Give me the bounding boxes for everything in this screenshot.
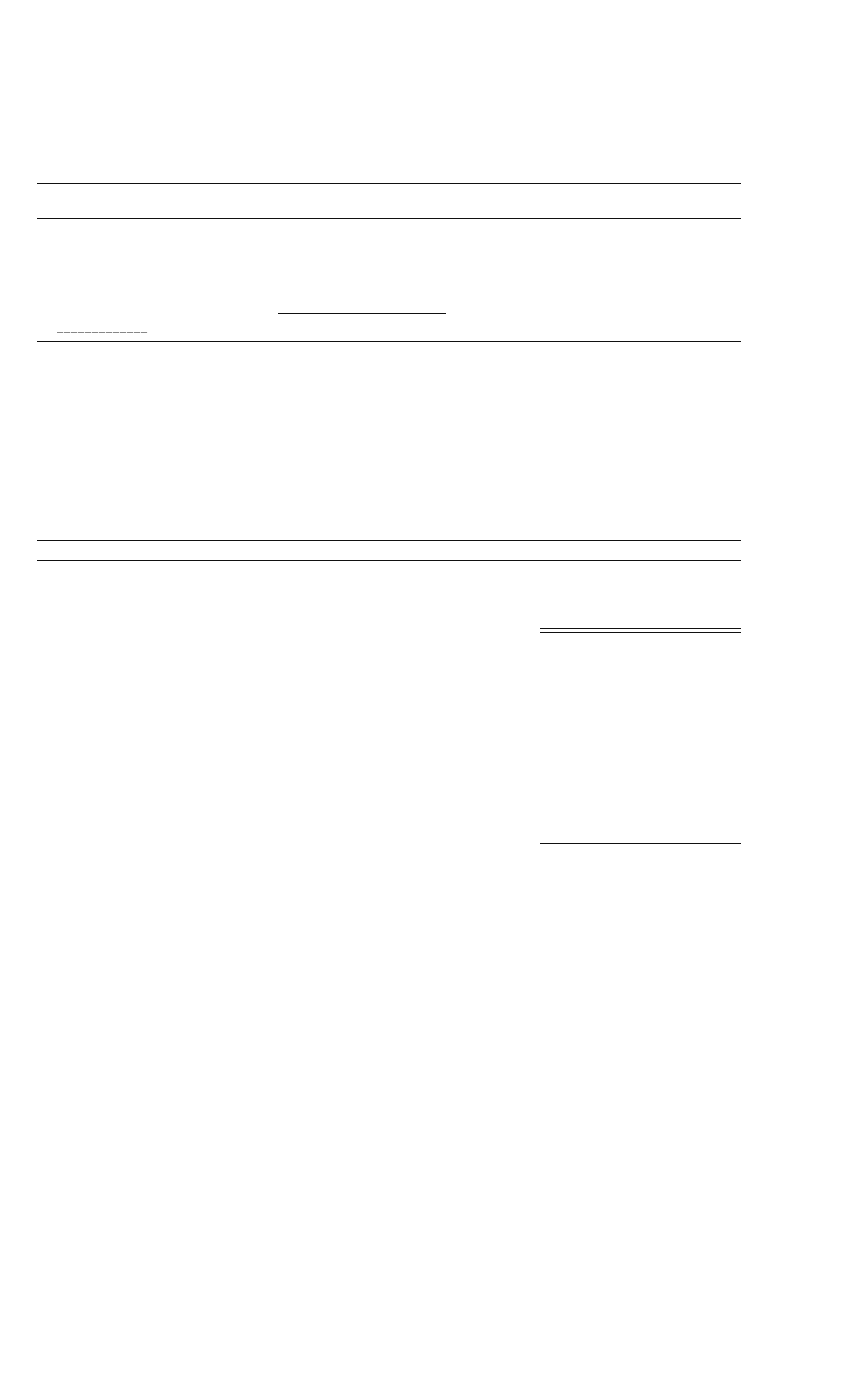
table2-total-label: _____________: [57, 321, 148, 334]
table2-top-rule: [37, 183, 741, 184]
table2-total-rule: [278, 313, 446, 314]
table3-total-rule: [540, 843, 741, 844]
table3-top-rule: [37, 540, 741, 541]
table2-bottom-rule: [37, 341, 741, 342]
table2-header-rule: [37, 218, 741, 219]
table3-sep-rule-a: [540, 628, 741, 629]
table3-sep-rule-b: [540, 632, 741, 633]
running-header: [0, 88, 862, 110]
table3-header-rule: [37, 560, 741, 561]
